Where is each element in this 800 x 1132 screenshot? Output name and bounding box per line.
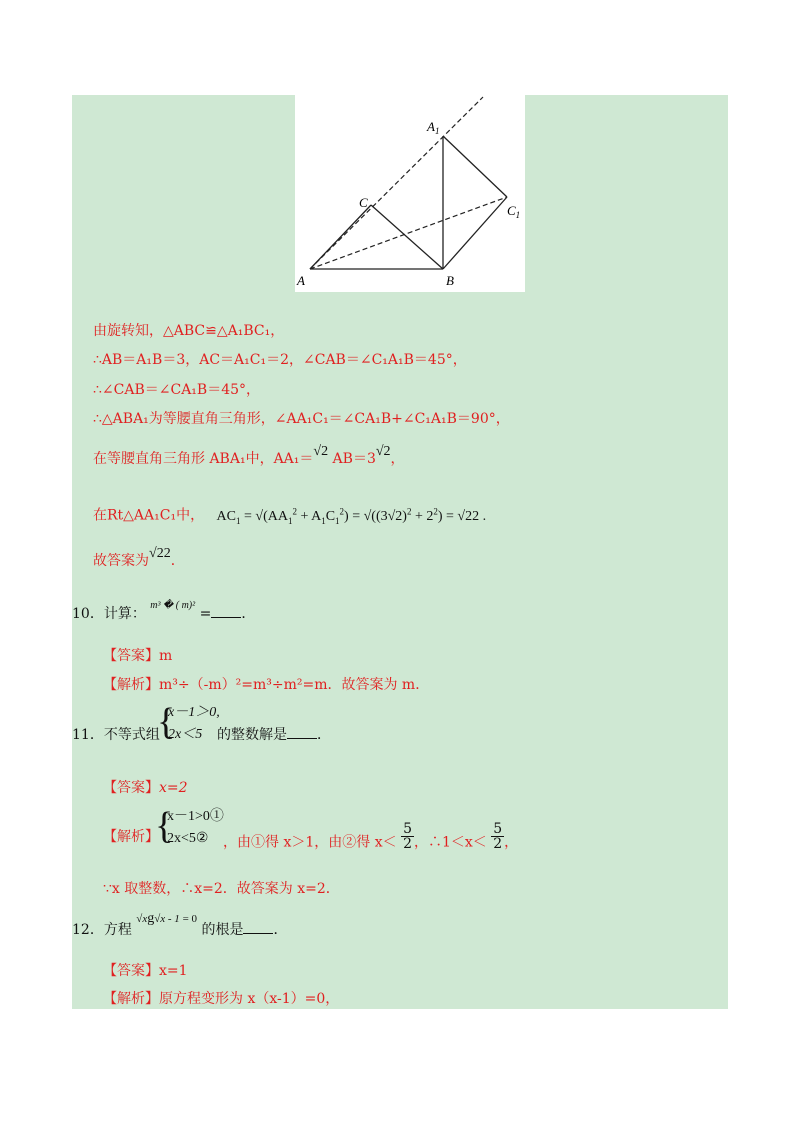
question-11-tail: [217, 726, 331, 744]
fraction-denominator: 2: [493, 836, 503, 852]
ac1-formula: $AC_1 = √(AA_1^2 + A_1C_1^2) = √((3√2)^2 + 2^2) = √22$ .: [216, 506, 487, 526]
fraction-denominator: 2: [403, 836, 412, 852]
answer-blank: [287, 726, 317, 739]
answer-period: ．: [170, 553, 185, 569]
analysis-end: ，: [504, 834, 519, 851]
answer-tag: 【答案】: [103, 648, 159, 664]
question-12: [72, 911, 288, 938]
question-10-number: 10．计算：: [72, 606, 146, 622]
ac1-value: 22: [465, 508, 480, 524]
analysis-tag: 【解析】: [103, 829, 159, 845]
question-11-end: ．: [317, 727, 331, 743]
question-11-tail-text: 的整数解是: [217, 727, 287, 743]
equation-equals-zero: = 0: [179, 913, 198, 925]
solution-line-5-end: ，: [390, 451, 405, 467]
segment-c1b: [443, 197, 507, 269]
solution-line-6-text: 在Rt△AA₁C₁中，: [93, 507, 205, 524]
q11-answer-value: x=2: [159, 780, 188, 796]
answer-blank: [243, 921, 273, 934]
question-12-equation: √xg√x - 1 = 0: [136, 911, 198, 926]
fraction-numerator: 5: [403, 821, 412, 837]
analysis-mid-text-2: ，∴1＜x＜: [413, 834, 487, 851]
label-c1: $C_1$: [507, 203, 521, 220]
analysis-brace: {: [155, 805, 174, 847]
solution-line-5-ab: AB＝3: [332, 451, 376, 467]
question-12-end: ．: [273, 922, 288, 938]
fraction-five-halves-2: [491, 822, 504, 851]
dashed-a-c1: [310, 197, 507, 269]
q12-analysis-text: 原方程变形为 x（x-1）=0，: [159, 991, 340, 1007]
q10-analysis-text: m³÷（-m）²=m³÷m²=m．故答案为 m．: [159, 677, 430, 693]
q11-answer: [103, 779, 188, 797]
equation-x: x: [142, 913, 148, 925]
analysis-tag: 【解析】: [103, 991, 159, 1007]
label-a: A: [297, 273, 305, 288]
solution-line-6: [93, 502, 486, 529]
answer-radical-value: 22: [156, 546, 171, 561]
answer-is-text: 故答案为: [93, 553, 149, 569]
question-10: [72, 600, 256, 625]
q12-answer-value: x=1: [159, 963, 188, 979]
question-11: [72, 701, 331, 752]
system-eq-1: x－1＞0,: [168, 705, 220, 720]
q12-answer: [103, 962, 188, 980]
q10-analysis: [103, 676, 429, 694]
solution-line-1: 由旋转知，△ABC≌△A₁BC₁，: [93, 323, 285, 339]
equation-mid-glyph: g: [147, 911, 155, 926]
segment-cb: [371, 205, 443, 269]
analysis-tag: 【解析】: [103, 677, 159, 693]
analysis-inline: [223, 821, 519, 857]
sqrt2-radical-1: √2: [313, 444, 329, 459]
q10-answer: [103, 647, 172, 665]
solution-line-7: [93, 546, 185, 571]
answer-radical: √22: [149, 546, 171, 561]
fraction-five-halves: [401, 822, 414, 851]
q10-answer-value: m: [159, 648, 173, 664]
analysis-mid-text: ，由①得 x＞1，由②得 x＜: [223, 834, 397, 851]
analysis-eq-1: x－1>0①: [167, 809, 224, 824]
dashed-ray-a-a1: [310, 97, 483, 269]
question-10-expression: m³ � ( m)²: [150, 600, 196, 611]
solution-line-5: [93, 444, 405, 469]
segment-ac: [310, 205, 371, 269]
answer-tag: 【答案】: [103, 780, 159, 796]
label-c: C: [359, 195, 368, 210]
solution-line-2: ∴AB＝A₁B＝3，AC＝A₁C₁＝2，∠CAB＝∠C₁A₁B＝45°，: [93, 352, 467, 368]
answer-tag: 【答案】: [103, 963, 159, 979]
solution-line-4: ∴△ABA₁为等腰直角三角形，∠AA₁C₁＝∠CA₁B+∠C₁A₁B＝90°，: [93, 411, 510, 427]
fraction-numerator: 5: [493, 821, 503, 837]
answer-blank: [211, 605, 241, 618]
system-brace: {: [157, 701, 176, 743]
segment-a1c1: [443, 136, 507, 197]
solution-line-5-text: 在等腰直角三角形 ABA₁中，AA₁＝: [93, 451, 314, 467]
analysis-eq-2: 2x<5②: [167, 831, 209, 846]
question-12-tail-text: 的根是: [201, 922, 244, 938]
question-10-equals: =: [199, 606, 212, 622]
rotation-diagram: [295, 95, 525, 292]
q11-analysis: [103, 805, 519, 852]
q12-analysis: [103, 990, 339, 1008]
system-eq-2: 2x＜5: [168, 727, 203, 742]
label-b: B: [446, 273, 454, 288]
question-11-number: 11．不等式组: [72, 727, 160, 743]
question-12-number: 12．方程: [72, 922, 132, 938]
geometry-figure: [295, 95, 525, 292]
q11-analysis-line-2: ∵x 取整数，∴x=2．故答案为 x=2．: [103, 881, 340, 897]
solution-line-3: ∴∠CAB＝∠CA₁B＝45°，: [93, 382, 261, 398]
sqrt2-radical-2: √2: [375, 444, 391, 459]
label-a1: $A_1$: [427, 119, 440, 136]
question-10-end: ．: [241, 606, 256, 622]
equation-x-minus-1: x - 1: [160, 913, 180, 925]
question-12-tail: [201, 922, 287, 938]
